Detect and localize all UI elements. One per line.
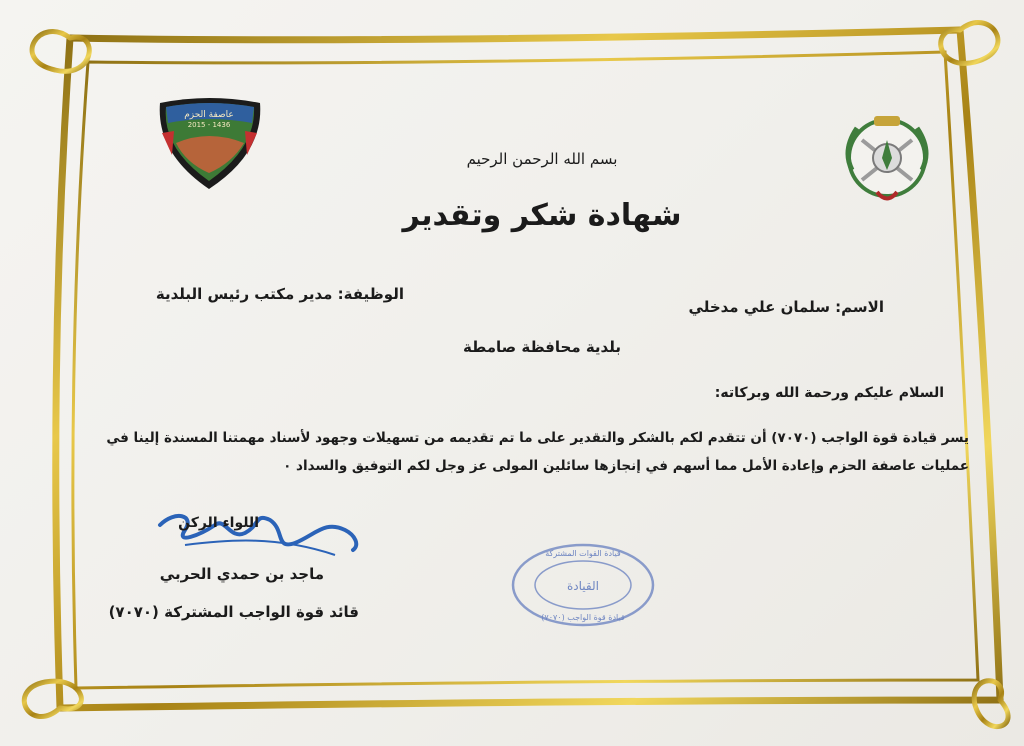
stamp-outer-text: قيادة القوات المشتركة [545, 549, 621, 558]
certificate-title: شهادة شكر وتقدير [402, 198, 682, 233]
signatory-rank: اللواء الركن [178, 515, 259, 531]
body-text-line-1: يسر قيادة قوة الواجب (٧٠٧٠) أن تتقدم لكم بالشكر والتقدير على ما تم تقديمه من تسهيلات وجهود لأسناد مهمتنا المسندة إلينا في [106, 430, 969, 446]
municipality: بلدية محافظة صامطة [463, 338, 621, 356]
recipient-name: الاسم: سلمان علي مدخلي [688, 298, 884, 316]
basmala: بسم الله الرحمن الرحيم [466, 150, 618, 168]
stamp-bottom-text: قيادة قوة الواجب (٧٠٧٠) [541, 613, 625, 622]
greeting: السلام عليكم ورحمة الله وبركاته: [714, 385, 944, 401]
signatory-name: ماجد بن حمدي الحربي [159, 565, 324, 583]
emblem-years-text: 2015 - 1436 [187, 121, 231, 129]
handwritten-signature [155, 505, 365, 565]
recipient-job: الوظيفة: مدير مكتب رئيس البلدية [155, 285, 404, 303]
emblem-banner-text: عاصفة الحزم [184, 110, 234, 120]
operation-shield-icon [152, 93, 267, 193]
body-text-line-2: عمليات عاصفة الحزم وإعادة الأمل مما أسهم في إنجازها سائلين المولى عز وجل لكم التوفيق والسداد ٠ [283, 458, 969, 474]
stamp-center-text: القيادة [567, 579, 599, 593]
signatory-title: قائد قوة الواجب المشتركة (٧٠٧٠) [108, 603, 359, 621]
official-stamp [508, 540, 658, 630]
